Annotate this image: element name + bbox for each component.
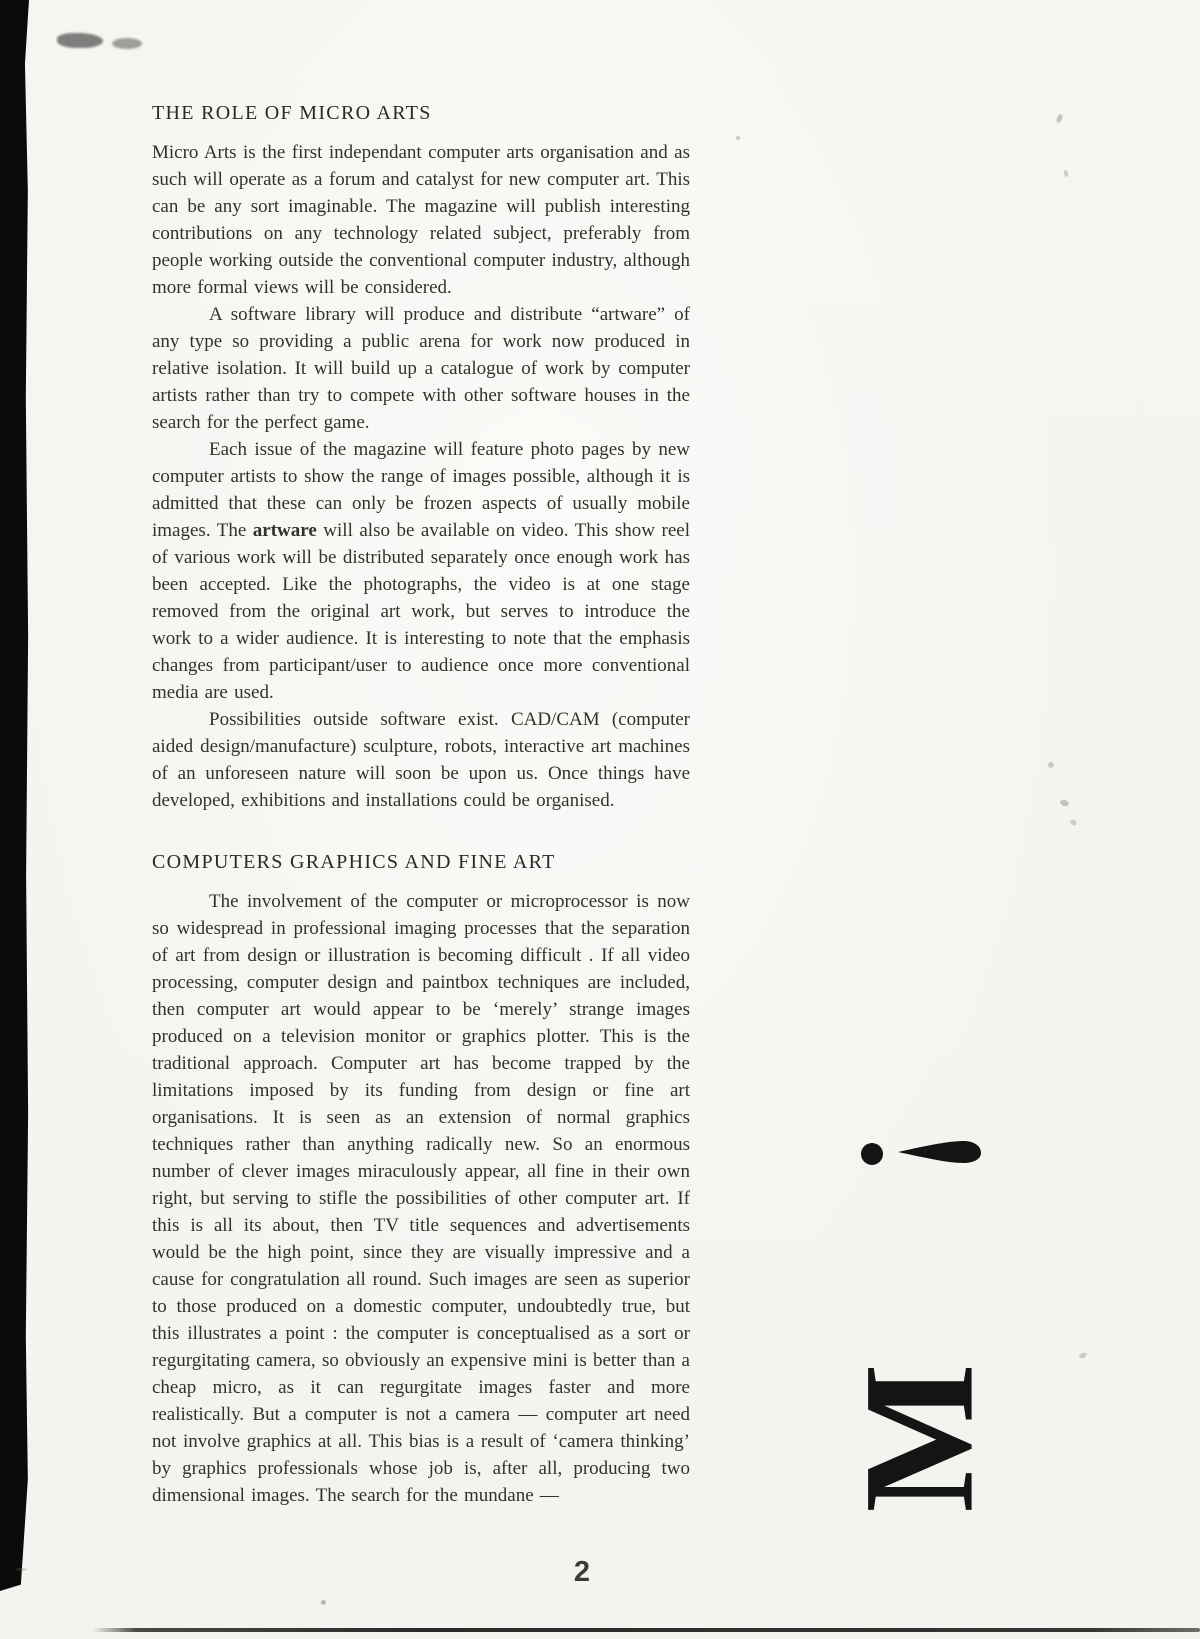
page-number: 2 — [573, 1556, 591, 1588]
section-heading: COMPUTERS GRAPHICS AND FINE ART — [152, 851, 556, 873]
body-text: A software library will produce and distribute “artware” of any type so providing a public arena for work now produced in relative isolation. It will build up a catalogue of work by computer artists rather than try to compete with other software houses in the search for the perfect game. — [152, 304, 690, 433]
scan-speck — [1055, 113, 1063, 123]
section-heading: THE ROLE OF MICRO ARTS — [152, 102, 432, 124]
article-section — [152, 101, 690, 814]
paragraph — [152, 139, 690, 301]
article-section — [152, 850, 690, 1509]
scan-speck — [736, 136, 740, 140]
scan-speck — [1078, 1352, 1087, 1359]
scan-speck — [1059, 799, 1070, 808]
scan-speck — [1063, 170, 1069, 178]
paragraph — [152, 301, 690, 436]
scan-edge-line-bottom — [92, 1628, 1200, 1632]
paragraph — [152, 706, 690, 814]
body-text: Each issue of the magazine will feature photo pages by new computer artists to show the range of images possible, although it is admitted that these can only be frozen aspects of usually mobile images. The — [152, 439, 690, 541]
scan-smudge — [112, 38, 142, 49]
paragraph — [152, 436, 690, 706]
scan-speck — [1069, 818, 1078, 826]
scan-edge-bar-left — [0, 0, 29, 1591]
body-text: Possibilities outside software exist. CAD/CAM (computer aided design/manufacture) sculpture, robots, interactive art machines of an unforeseen nature will soon be upon us. Once things have developed, exhibitions and installations could be organised. — [152, 709, 690, 811]
article-column — [152, 101, 690, 1509]
body-text: will also be available on video. This show reel of various work will be distributed separately once enough work has been accepted. Like the photographs, the video is at one stage removed from the original art work, but serves to introduce the work to a wider audience. It is interesting to note that the emphasis changes from participant/user to audience once more conventional media are used. — [152, 520, 690, 703]
body-text: The involvement of the computer or microprocessor is now so widespread in professional imaging processes that the separation of art from design or illustration is becoming difficult . If all video processing, computer design and paintbox techniques are included, then computer art would appear to be ‘merely’ strange images produced on a television monitor or graphics plotter. This is the traditional approach. Computer art has become trapped by the limitations imposed by its funding from design or fine art organisations. It is seen as an extension of normal graphics techniques rather than anything radically new. So an enormous number of clever images miraculously appear, all fine in their own right, but serving to stifle the possibilities of other computer art. If this is all its about, then TV title sequences and advertisements would be the high point, since they are visually impressive and a cause for congratulation all round. Such images are seen as superior to those produced on a domestic computer, undoubtedly true, but this illustrates a point : the computer is conceptualised as a sort or regurgitating camera, so obviously an expensive mini is better than a cheap micro, as it can regurgitate images faster and more realistically. But a computer is not a camera — computer art need not involve graphics at all. This bias is a result of ‘camera thinking’ by graphics professionals whose job is, after all, producing two dimensional images. The search for the mundane — — [152, 891, 690, 1506]
paragraph — [152, 888, 690, 1509]
scan-smudge — [57, 33, 103, 48]
bold-text: artware — [252, 520, 317, 541]
rotated-letter-m-box — [831, 1358, 1007, 1518]
rotated-letter-m: M — [831, 1363, 1007, 1513]
rotated-exclamation-icon — [850, 1128, 990, 1176]
scan-speck — [321, 1600, 326, 1605]
body-text: Micro Arts is the first independant computer arts organisation and as such will operate as a forum and catalyst for new computer art. This can be any sort imaginable. The magazine will publish interesting contributions on any technology related subject, preferably from people working outside the conventional computer industry, although more formal views will be considered. — [152, 142, 690, 298]
scan-speck — [1048, 762, 1054, 768]
scan-speck — [16, 1568, 27, 1571]
